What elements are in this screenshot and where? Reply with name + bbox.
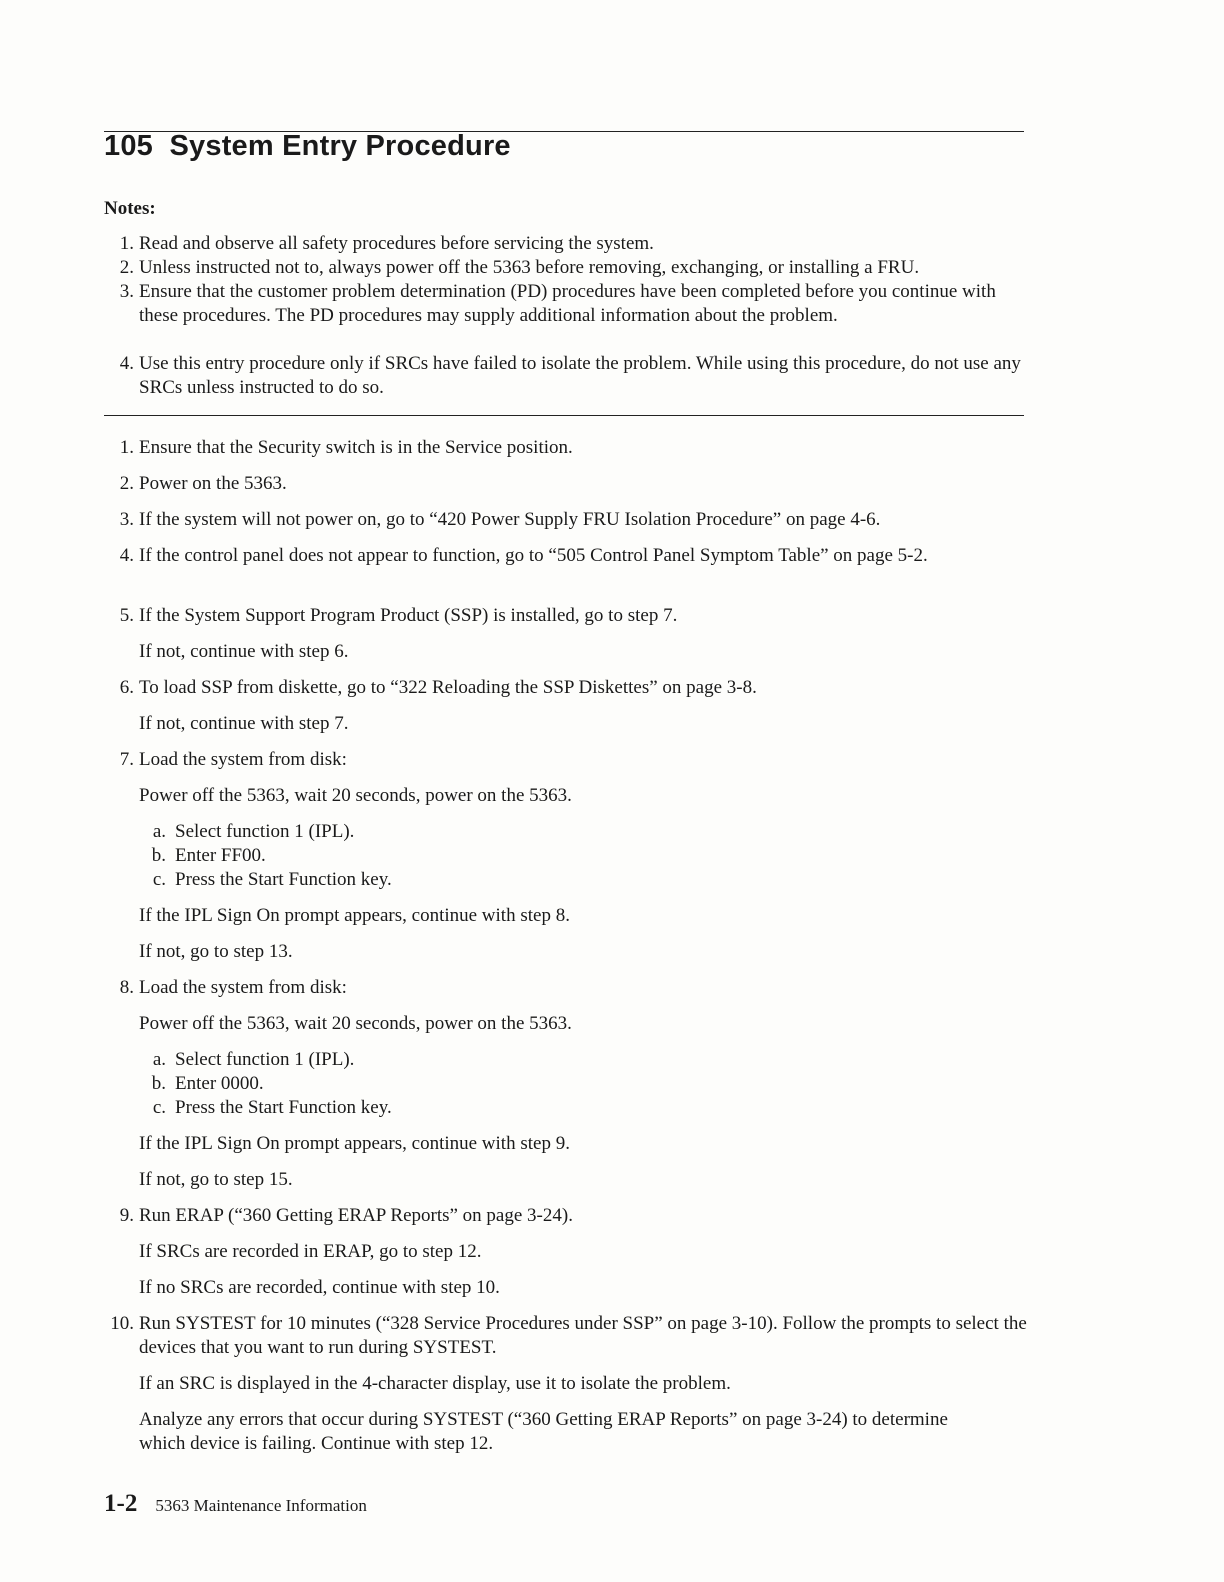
substep-item: b. Enter 0000. — [151, 1073, 264, 1094]
step-item: 6. To load SSP from diskette, go to “322 Reloading the SSP Diskettes” on page 3-8. — [119, 677, 757, 698]
substep-item: a. Select function 1 (IPL). — [152, 1049, 355, 1070]
step-item: 2. Power on the 5363. — [119, 473, 287, 494]
step-item: 7. Load the system from disk: — [119, 749, 347, 770]
page-title: 105 System Entry Procedure — [104, 130, 511, 162]
substep-item: c. Press the Start Function key. — [152, 1097, 392, 1118]
step-condition: If the IPL Sign On prompt appears, continue with step 8. — [139, 905, 570, 926]
step-item: 1. Ensure that the Security switch is in the Service position. — [119, 437, 573, 458]
notes-divider — [104, 415, 1024, 416]
step-paragraph: Analyze any errors that occur during SYSTEST (“360 Getting ERAP Reports” on page 3-24) to determine which device is failing. Continue with step 12. — [139, 1409, 948, 1454]
notes-heading: Notes: — [104, 198, 156, 219]
page-footer — [104, 1490, 367, 1518]
step-condition: If no SRCs are recorded, continue with step 10. — [139, 1277, 500, 1298]
step-item: 8. Load the system from disk: — [119, 977, 347, 998]
step-instruction: Power off the 5363, wait 20 seconds, power on the 5363. — [139, 785, 572, 806]
step-item: 5. If the System Support Program Product (SSP) is installed, go to step 7. — [119, 605, 678, 626]
step-instruction: Power off the 5363, wait 20 seconds, power on the 5363. — [139, 1013, 572, 1034]
substep-item: a. Select function 1 (IPL). — [152, 821, 355, 842]
step-item: 3. If the system will not power on, go to “420 Power Supply FRU Isolation Procedure” on page 4-6. — [119, 509, 881, 530]
note-item: 3. Ensure that the customer problem determination (PD) procedures have been completed before you continue with these procedures. The PD procedures may supply additional information about the problem. — [119, 281, 996, 326]
step-condition: If the IPL Sign On prompt appears, continue with step 9. — [139, 1133, 570, 1154]
footer-text: 5363 Maintenance Information — [155, 1496, 367, 1515]
note-item: 2. Unless instructed not to, always power off the 5363 before removing, exchanging, or installing a FRU. — [119, 257, 920, 278]
step-condition: If SRCs are recorded in ERAP, go to step 12. — [139, 1241, 482, 1262]
step-item: 9. Run ERAP (“360 Getting ERAP Reports” on page 3-24). — [119, 1205, 573, 1226]
step-followup: If not, continue with step 7. — [139, 713, 349, 734]
step-condition: If not, go to step 15. — [139, 1169, 293, 1190]
step-condition: If not, go to step 13. — [139, 941, 293, 962]
substep-item: b. Enter FF00. — [151, 845, 266, 866]
step-item: 4. If the control panel does not appear to function, go to “505 Control Panel Symptom Table” on page 5-2. — [119, 545, 928, 566]
substep-item: c. Press the Start Function key. — [152, 869, 392, 890]
note-item: 4. Use this entry procedure only if SRCs have failed to isolate the problem. While using this procedure, do not use any SRCs unless instructed to do so. — [119, 353, 1021, 398]
step-followup: If not, continue with step 6. — [139, 641, 349, 662]
step-item: 10. Run SYSTEST for 10 minutes (“328 Service Procedures under SSP” on page 3-10). Follow the prompts to select the devices that you want to run during SYSTEST. — [110, 1313, 1027, 1358]
step-paragraph: If an SRC is displayed in the 4-character display, use it to isolate the problem. — [139, 1373, 731, 1394]
page-number: 1-2 — [104, 1490, 138, 1517]
note-item: 1. Read and observe all safety procedures before servicing the system. — [119, 233, 654, 254]
